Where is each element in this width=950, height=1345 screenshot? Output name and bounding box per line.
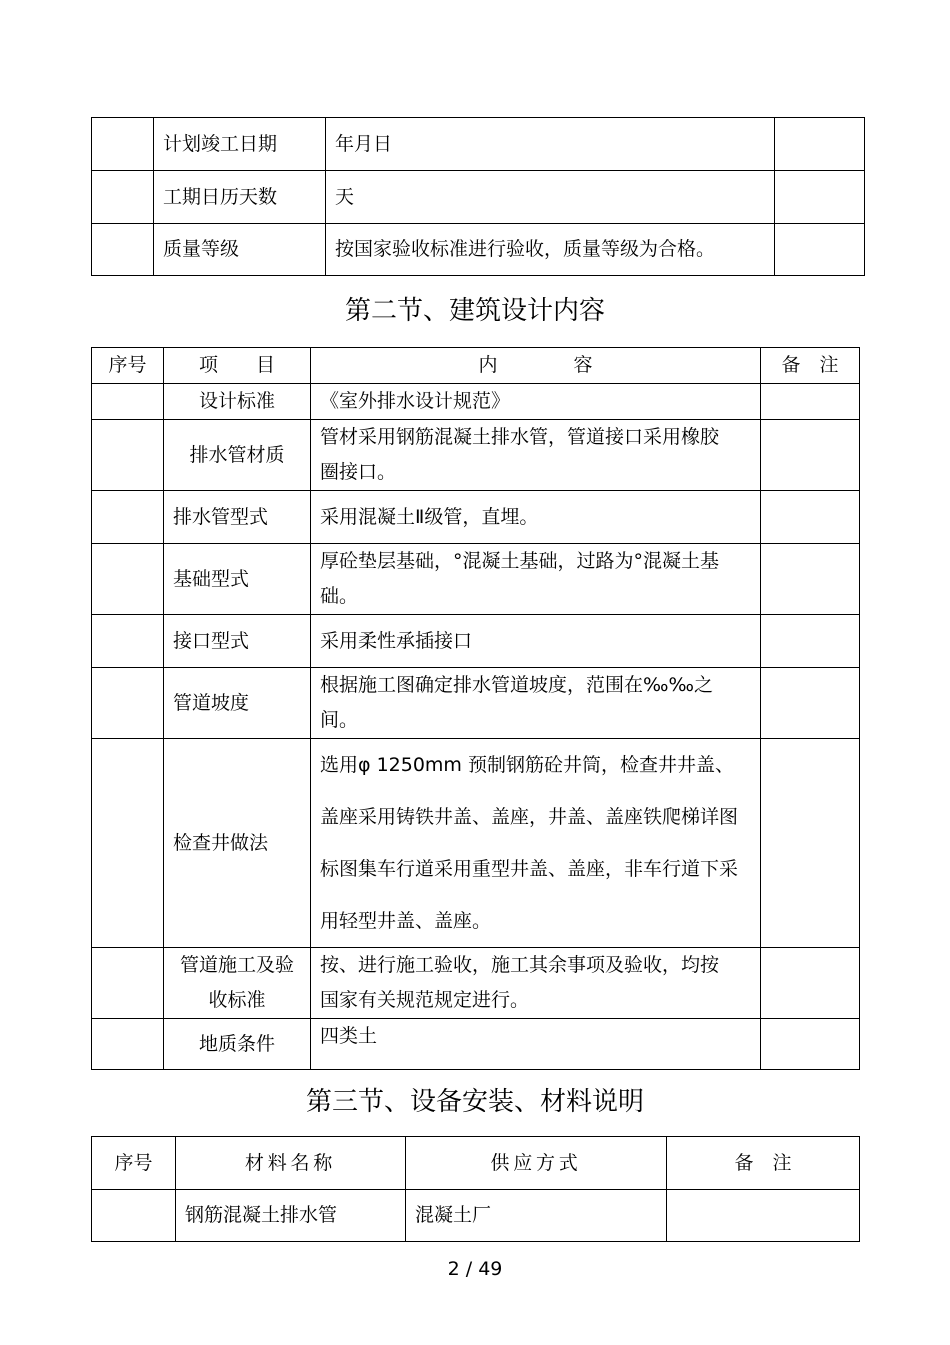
table-row (92, 739, 860, 948)
table-cell-no (92, 668, 164, 739)
table-cell-item: 检查井做法 (164, 739, 311, 948)
table-cell-no (92, 615, 164, 668)
table-cell-note (761, 544, 860, 615)
table-cell-value: 年月日 (326, 118, 775, 171)
table-row (92, 224, 865, 276)
table-cell-note (761, 1019, 860, 1070)
table-cell-value: 天 (326, 171, 775, 224)
table-row (92, 118, 865, 171)
table-row (92, 615, 860, 668)
table-cell-note (667, 1190, 860, 1242)
header-supply: 供应方式 (406, 1137, 667, 1190)
table-cell-no (92, 739, 164, 948)
table-cell-no (92, 420, 164, 491)
header-content: 内 容 (311, 348, 761, 384)
table-cell-note (761, 615, 860, 668)
table-cell-supply: 混凝土厂 (406, 1190, 667, 1242)
table-cell-item: 质量等级 (154, 224, 326, 276)
table-cell-content: 厚砼垫层基础，°混凝土基础，过路为°混凝土基础。 (311, 544, 761, 615)
header-note: 备 注 (761, 348, 860, 384)
table-cell-item: 基础型式 (164, 544, 311, 615)
section-3-title: 第三节、设备安装、材料说明 (305, 1087, 644, 1117)
page-number: 2 / 49 (447, 1258, 503, 1280)
table-cell-value: 按国家验收标准进行验收，质量等级为合格。 (326, 224, 775, 276)
table-cell-note (761, 384, 860, 420)
materials-table (91, 1136, 860, 1242)
table-cell-no (92, 118, 154, 171)
table-cell-item: 排水管型式 (164, 491, 311, 544)
table-cell-no (92, 491, 164, 544)
section-2-title: 第二节、建筑设计内容 (344, 296, 605, 326)
table-cell-item: 管道坡度 (164, 668, 311, 739)
table-cell-item: 管道施工及验收标准 (164, 948, 311, 1019)
table-cell-content: 《室外排水设计规范》 (311, 384, 761, 420)
table-row (92, 491, 860, 544)
header-no: 序号 (92, 348, 164, 384)
design-content-table (91, 347, 860, 1070)
table-cell-material: 钢筋混凝土排水管 (176, 1190, 406, 1242)
table-row (92, 171, 865, 224)
table-cell-item: 接口型式 (164, 615, 311, 668)
table-cell-note (761, 491, 860, 544)
table-cell-no (92, 1019, 164, 1070)
table-cell-no (92, 171, 154, 224)
table-row (92, 420, 860, 491)
table-row (92, 948, 860, 1019)
table-header-row (92, 348, 860, 384)
table-cell-content: 采用混凝土Ⅱ级管，直埋。 (311, 491, 761, 544)
table-cell-item: 计划竣工日期 (154, 118, 326, 171)
table-cell-item: 设计标准 (164, 384, 311, 420)
table-cell-no (92, 224, 154, 276)
table-cell-no (92, 544, 164, 615)
table-row (92, 384, 860, 420)
table-cell-content: 采用柔性承插接口 (311, 615, 761, 668)
table-cell-content: 管材采用钢筋混凝土排水管，管道接口采用橡胶圈接口。 (311, 420, 761, 491)
table-cell-item: 排水管材质 (164, 420, 311, 491)
table-row (92, 1019, 860, 1070)
project-info-table (91, 117, 865, 276)
header-no: 序号 (92, 1137, 176, 1190)
header-note: 备 注 (667, 1137, 860, 1190)
table-cell-content: 选用φ 1250mm 预制钢筋砼井筒，检查井井盖、盖座采用铸铁井盖、盖座，井盖、盖座铁爬梯详图标图集车行道采用重型井盖、盖座，非车行道下采用轻型井盖、盖座。 (311, 739, 761, 948)
table-cell-content: 根据施工图确定排水管道坡度，范围在‰‰之间。 (311, 668, 761, 739)
table-cell-no (92, 1190, 176, 1242)
header-item: 项 目 (164, 348, 311, 384)
table-cell-no (92, 384, 164, 420)
table-cell-note (761, 739, 860, 948)
table-cell-item: 地质条件 (164, 1019, 311, 1070)
table-cell-note (775, 224, 865, 276)
table-cell-no (92, 948, 164, 1019)
table-cell-content: 按、进行施工验收，施工其余事项及验收，均按国家有关规范规定进行。 (311, 948, 761, 1019)
header-material: 材料名称 (176, 1137, 406, 1190)
table-row (92, 668, 860, 739)
table-cell-content: 四类土 (311, 1019, 761, 1070)
table-cell-note (775, 171, 865, 224)
table-cell-note (761, 668, 860, 739)
table-header-row (92, 1137, 860, 1190)
table-cell-item: 工期日历天数 (154, 171, 326, 224)
table-row (92, 1190, 860, 1242)
table-cell-note (761, 948, 860, 1019)
table-row (92, 544, 860, 615)
table-cell-note (775, 118, 865, 171)
table-cell-note (761, 420, 860, 491)
